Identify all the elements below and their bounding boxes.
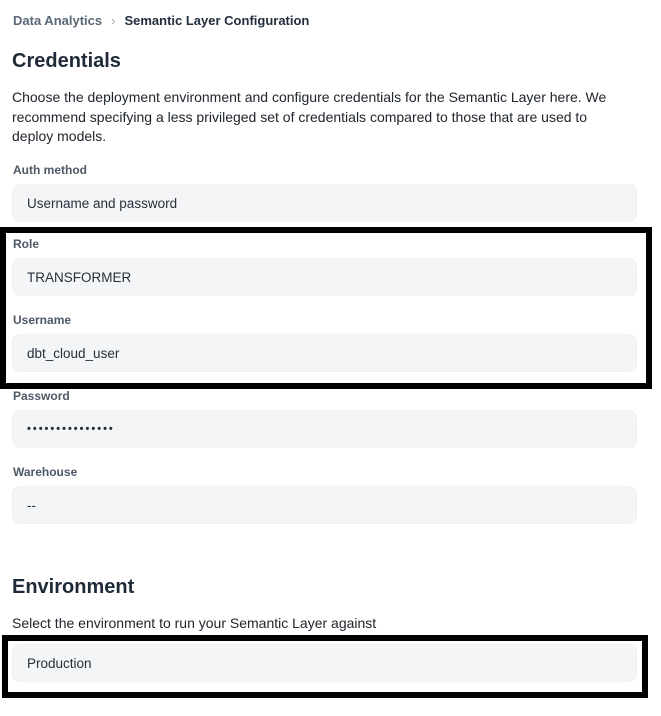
auth-method-label: Auth method [13,163,87,177]
credentials-description: Choose the deployment environment and configure credentials for the Semantic Layer here. We recommend specifying a less privileged set of credentials compared to those that are used to deploy models. [12,89,607,144]
warehouse-label: Warehouse [13,465,78,479]
field-password [12,389,637,448]
warehouse-input[interactable]: -- [12,486,637,524]
auth-method-input[interactable]: Username and password [12,184,637,222]
breadcrumb-item-data-analytics[interactable]: Data Analytics [13,13,103,28]
field-role [12,237,637,296]
role-label: Role [13,237,40,251]
environment-select[interactable]: Production [12,644,637,682]
environment-description: Select the environment to run your Semantic Layer against [12,615,377,631]
field-auth-method [12,163,637,222]
breadcrumb [13,13,309,29]
credentials-section-title: Credentials [12,50,121,72]
field-warehouse [12,465,637,524]
username-label: Username [13,313,72,327]
password-input[interactable]: ••••••••••••••• [12,410,637,448]
breadcrumb-item-semantic-layer-configuration: Semantic Layer Configuration [124,13,310,28]
field-username [12,313,637,372]
username-input[interactable]: dbt_cloud_user [12,334,637,372]
environment-section-title: Environment [12,576,135,598]
chevron-right-icon: › [111,13,116,28]
password-label: Password [13,389,70,403]
role-input[interactable]: TRANSFORMER [12,258,637,296]
